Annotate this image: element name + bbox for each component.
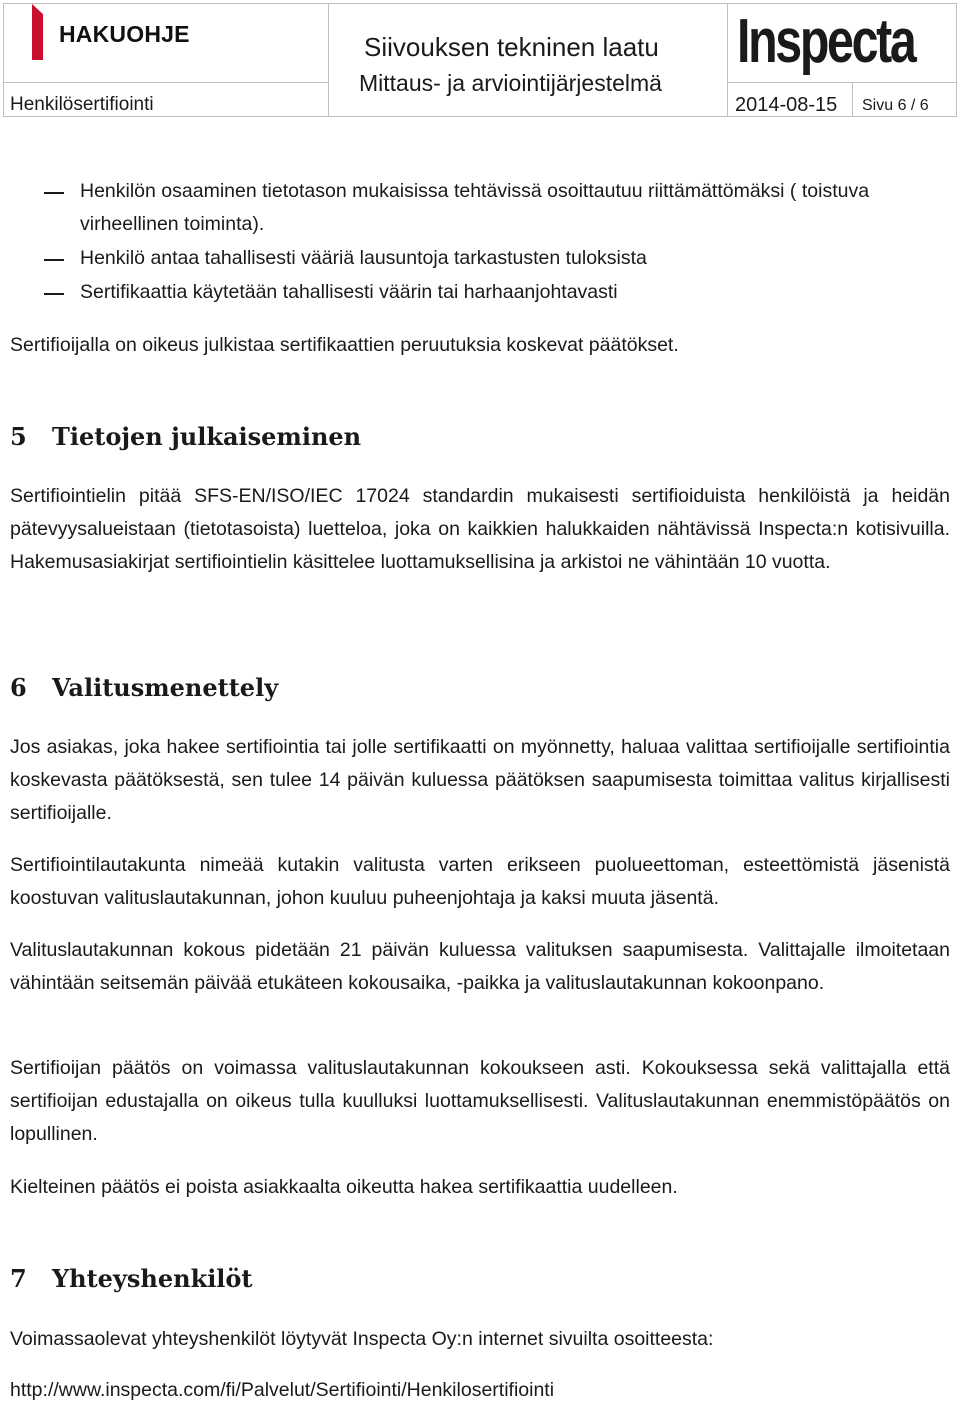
header-divider	[4, 82, 328, 83]
section-number: 7	[10, 1264, 27, 1293]
page-number: Sivu 6 / 6	[862, 97, 929, 114]
section-number: 5	[10, 422, 27, 451]
section-heading	[10, 422, 361, 451]
header-divider	[852, 82, 853, 116]
document-subtitle: Mittaus- ja arviointijärjestelmä	[359, 70, 662, 96]
paragraph: Sertifioijan päätös on voimassa valituslautakunnan kokoukseen asti. Kokouksessa sekä valittajalla että sertifioijan edustajalla on oikeus tulla kuulluksi luottamuksellisesti. Valituslautakunnan enemmistöpäätös on lopullinen.	[10, 1057, 950, 1145]
bullet-dash	[44, 192, 64, 194]
paragraph: Jos asiakas, joka hakee sertifiointia tai jolle sertifikaatti on myönnetty, haluaa valittaa sertifioijalle sertifiointia koskevasta päätöksestä, sen tulee 14 päivän kuluessa päätöksen saapumisesta toimittaa valitus kirjallisesti sertifioijalle.	[10, 736, 950, 824]
header-divider	[328, 4, 329, 116]
paragraph: Voimassaolevat yhteyshenkilöt löytyvät Inspecta Oy:n internet sivuilta osoitteesta:	[10, 1328, 714, 1350]
section-title: Valitusmenettely	[52, 673, 279, 702]
document-date: 2014-08-15	[735, 94, 838, 116]
paragraph: Sertifiointilautakunta nimeää kutakin valitusta varten erikseen puolueettoman, esteettömistä jäsenistä koostuvan valituslautakunnan, johon kuuluu puheenjohtaja ja kaksi muuta jäsentä.	[10, 854, 950, 909]
department-label: Henkilösertifiointi	[10, 94, 154, 115]
contact-url-link[interactable]: http://www.inspecta.com/fi/Palvelut/Sertifiointi/Henkilosertifiointi	[10, 1379, 555, 1401]
list-item: Henkilö antaa tahallisesti vääriä lausuntoja tarkastusten tuloksista	[80, 247, 647, 269]
bullet-dash	[44, 259, 64, 261]
document-title: Siivouksen tekninen laatu	[364, 32, 659, 62]
header-divider	[727, 4, 728, 116]
section-title: Yhteyshenkilöt	[52, 1264, 253, 1293]
inspecta-logo: Inspecta	[737, 7, 915, 76]
paragraph: Valituslautakunnan kokous pidetään 21 päivän kuluessa valituksen saapumisesta. Valittajalle ilmoitetaan vähintään seitsemän päivää etukäteen kokousaika, -paikka ja valituslautakunnan kokoonpano.	[10, 939, 950, 994]
section-heading	[10, 1264, 253, 1293]
section-heading	[10, 673, 278, 702]
paragraph: Sertifioijalla on oikeus julkistaa sertifikaattien peruutuksia koskevat päätökset.	[10, 334, 679, 356]
section-number: 6	[10, 673, 27, 702]
paragraph: Sertifiointielin pitää SFS-EN/ISO/IEC 17024 standardin mukaisesti sertifioiduista henkilöistä ja heidän pätevyysalueistaan (tietotasoista) luetteloa, joka on kaikkien halukkaiden nähtävissä Inspecta:n kotisivuilla. Hakemusasiakirjat sertifiointielin käsittelee luottamuksellisina ja arkistoi ne vähintään 10 vuotta.	[10, 485, 950, 573]
doc-type-label: HAKUOHJE	[59, 21, 190, 47]
paragraph: Kielteinen päätös ei poista asiakkaalta oikeutta hakea sertifikaattia uudelleen.	[10, 1176, 678, 1198]
header-divider	[727, 82, 956, 83]
bullet-dash	[44, 293, 64, 295]
list-item: Sertifikaattia käytetään tahallisesti väärin tai harhaanjohtavasti	[80, 281, 618, 303]
doc-type-marker	[32, 4, 43, 60]
section-title: Tietojen julkaiseminen	[52, 422, 362, 451]
list-item: Henkilön osaaminen tietotason mukaisissa tehtävissä osoittautuu riittämättömäksi ( toistuva virheellinen toiminta).	[80, 180, 870, 235]
document-header	[3, 3, 957, 117]
